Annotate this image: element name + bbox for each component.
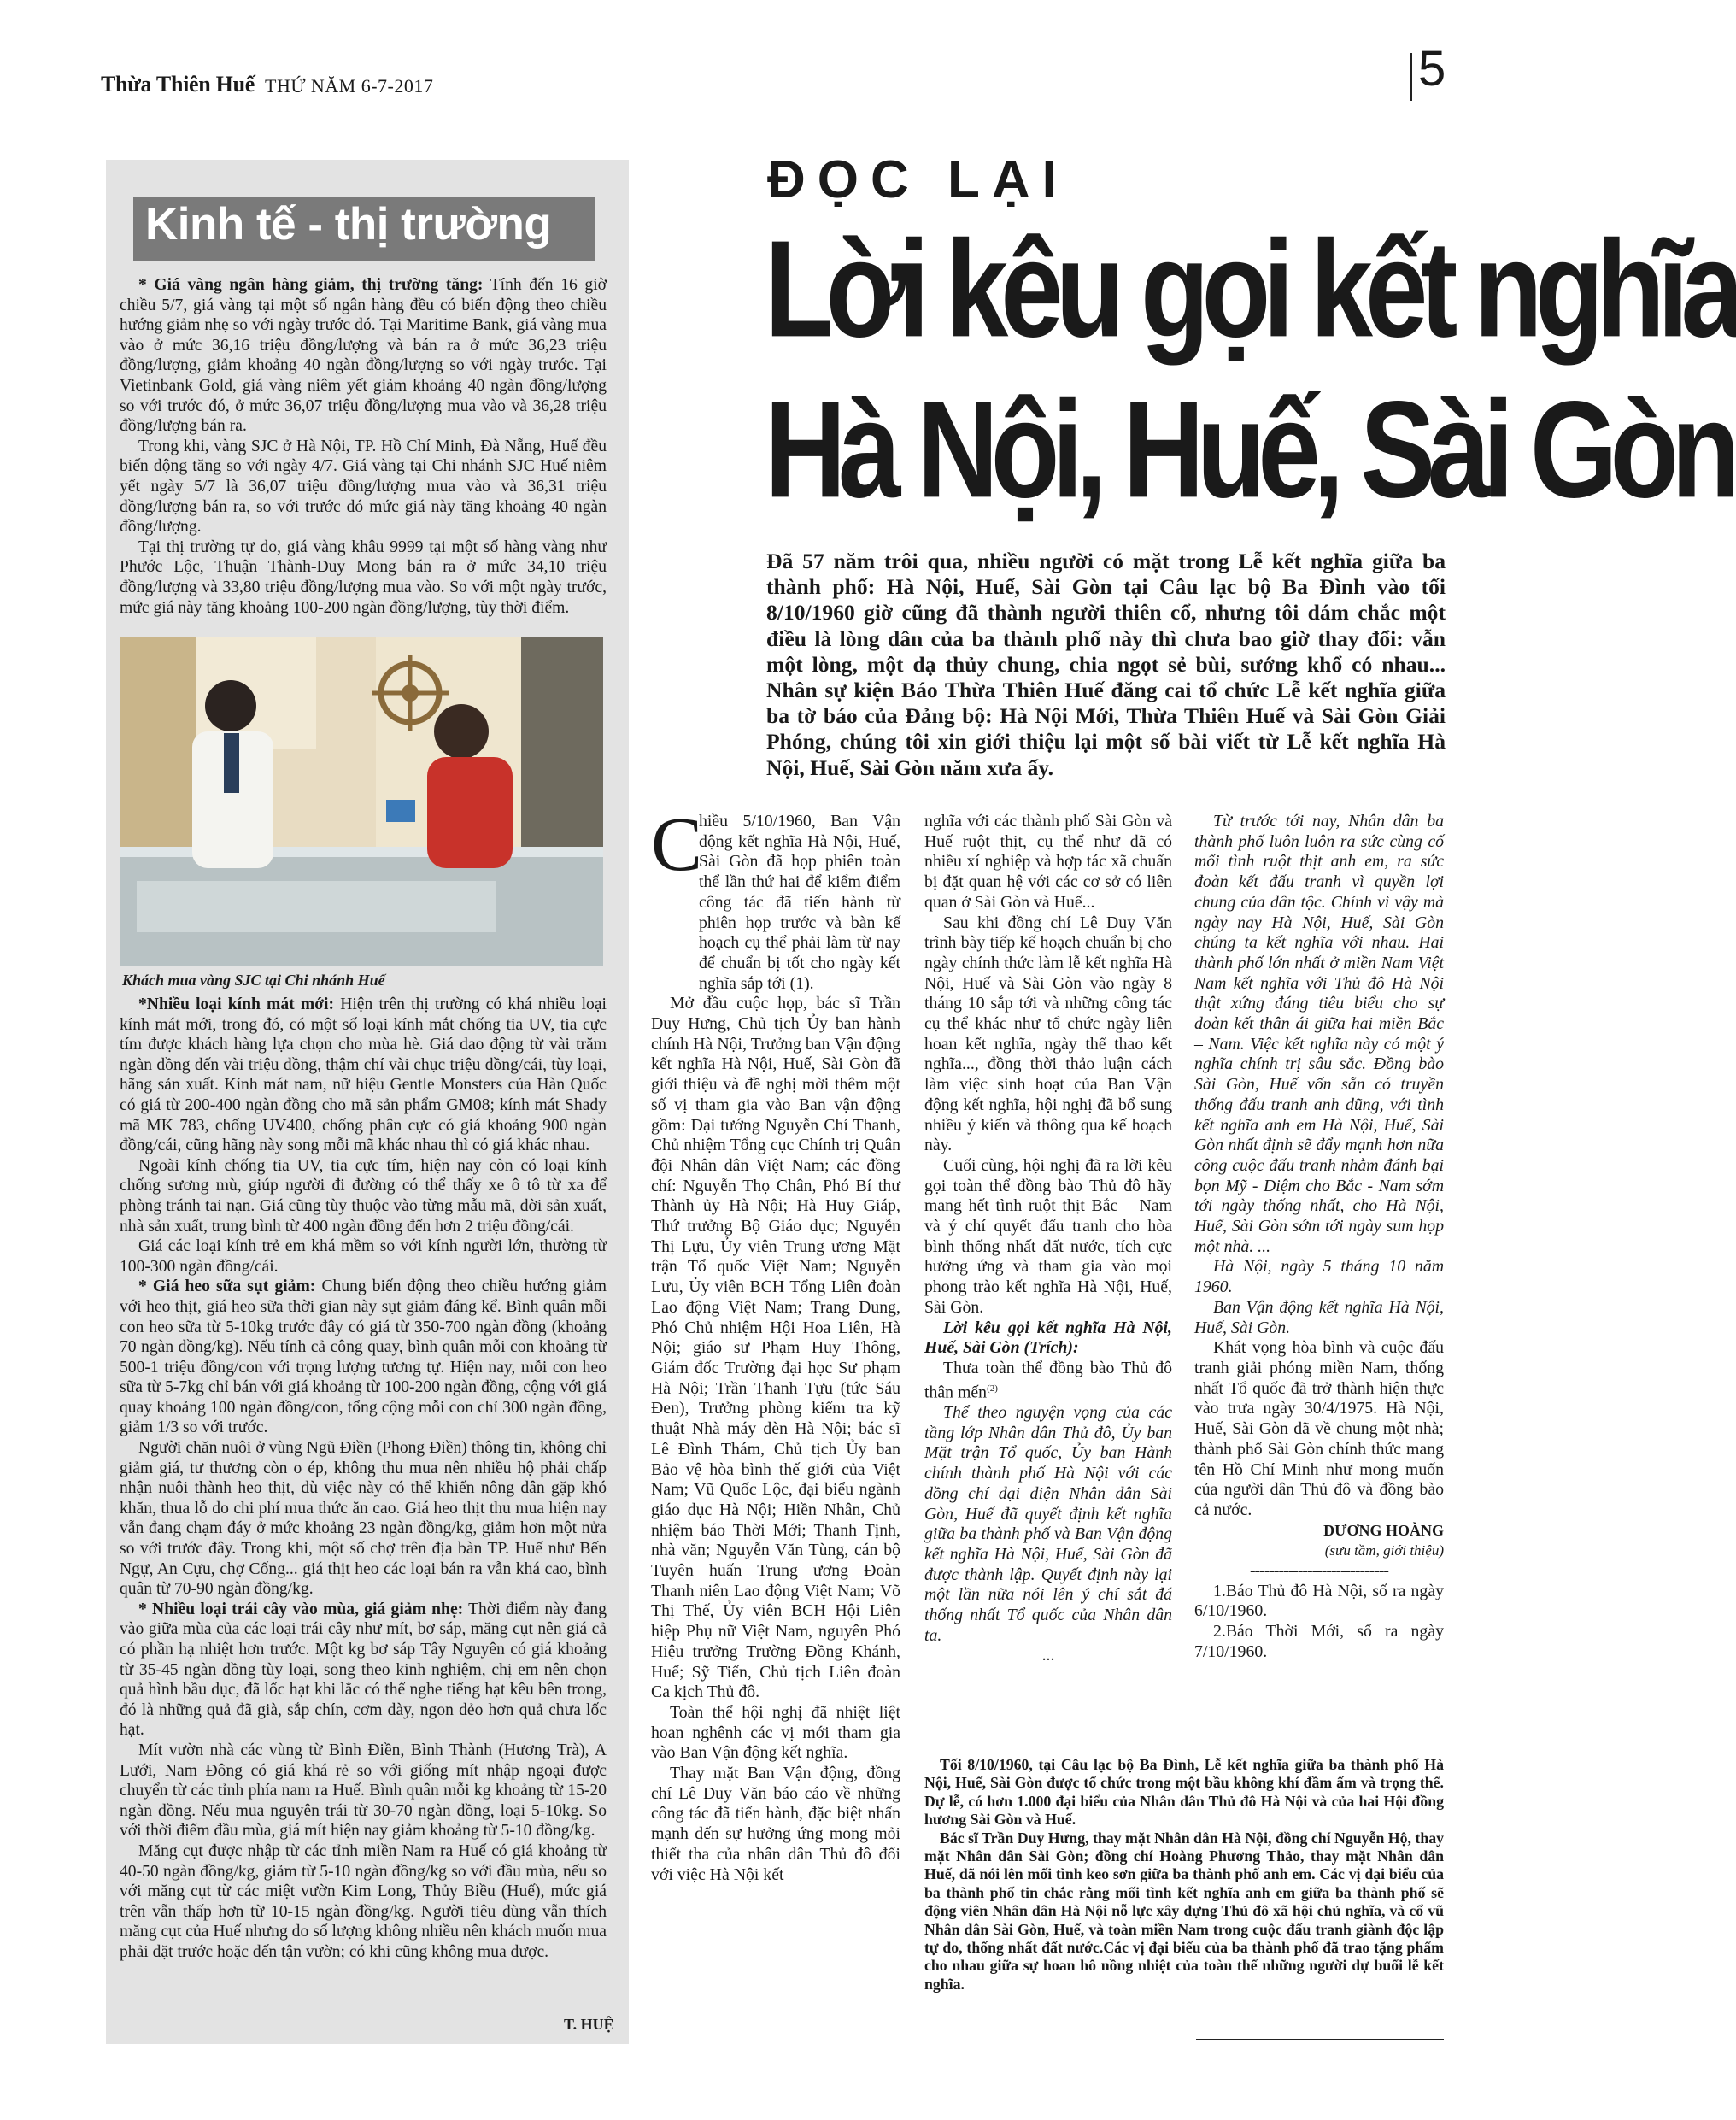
gold-shop-photo bbox=[120, 637, 603, 966]
box-paragraph: Bác sĩ Trần Duy Hưng, thay mặt Nhân dân Hà Nội, đồng chí Nguyễn Hộ, thay mặt Nhân dân Sài Gòn; đồng chí Hoàng Phương Thảo, thay mặt Nhân dân Huế, đã nói lên mối tình keo sơn giữa ba thành phố anh em. Các vị đại biểu của ba thành phố tin chắc rằng mối tình kết nghĩa anh em giữa ba thành phố sẽ động viên Nhân dân Hà Nội nỗ lực xây dựng Thủ đô xã hội chủ nghĩa, và cổ vũ Nhân dân Sài Gòn, Huế, và toàn miền Nam trong cuộc đấu tranh giành độc lập tự do, thống nhất đất nước.Các vị đại biểu của ba thành phố đã trao tặng phẩm cho nhau giữa sự hoan hô nồng nhiệt của toàn thể những người dự buổi lễ kết nghĩa. bbox=[924, 1829, 1444, 1993]
article-kicker: ĐỌC LẠI bbox=[767, 150, 1069, 209]
box-bottom-rule bbox=[1196, 2039, 1444, 2040]
issue-date: THỨ NĂM 6-7-2017 bbox=[265, 75, 434, 97]
article-column-2 bbox=[924, 812, 1172, 1666]
drop-cap: C bbox=[651, 802, 703, 887]
sidebar-paragraph: Ngoài kính chống tia UV, tia cực tím, hiện nay còn có loại kính chống sương mù, giúp người đi đường có thể thấy xe ô tô từ xa để phòng tránh tai nạn. Giá cũng tùy thuộc vào từng mẫu mã, đời sản xuất, nhà sản xuất, trung bình từ 400 ngàn đồng đến hơn 2 triệu đồng/cái. bbox=[120, 1156, 607, 1236]
sidebar-paragraph: Tại thị trường tự do, giá vàng khâu 9999 tại một số hàng vàng như Phước Lộc, Thuận Thành-Duy Mong bán ra ở mức 34,10 triệu đồng/lượng và 33,80 triệu đồng/lượng mua vào. So với một ngày trước, mức giá này tăng khoảng 100-200 ngàn đồng/lượng, tùy thời điểm. bbox=[120, 537, 607, 617]
footnote-divider: ----------------------------- bbox=[1249, 1561, 1389, 1581]
appeal-address: Thưa toàn thể đồng bào Thủ đô thân mến$^{(2)}$ bbox=[924, 1358, 1172, 1402]
article-author-note: (sưu tầm, giới thiệu) bbox=[1324, 1542, 1444, 1559]
sidebar-paragraph: * Nhiều loại trái cây vào mùa, giá giảm nhẹ: Thời điểm này đang vào giữa mùa của các loại trái cây như mít, bơ sáp, măng cụt nên giá cả có phần hạ nhiệt hơn trước. Một kg bơ sáp Tây Nguyên có giá khoảng từ 35-45 ngàn đồng tùy loại, song theo kinh nghiệm, chị em nên chọn quả hình bầu dục, đã lốc hạt khi lắc có thể nghe tiếng hạt kêu bên trong, đó là những quả đã già, sắp chín, cơm dày, ngon dẻo hơn quả chưa lốc hạt. bbox=[120, 1600, 607, 1740]
sidebar-paragraph: * Giá heo sữa sụt giảm: Chung biến động theo chiều hướng giảm với heo thịt, giá heo sữa thời gian này sụt giảm đáng kể. Bình quân mỗi con heo sữa từ 5-10kg trước đây có giá từ 350-700 ngàn đồng (khoảng 70 ngàn đồng/kg). Nếu tính cả công quay, bình quân mỗi con khoảng từ 500-1 triệu đồng/con với trọng lượng tương tự. Hiện nay, mỗi con heo sữa từ 5-7kg chỉ bán với giá khoảng từ 100-200 ngàn đồng, cộng với giá quay khoảng 100 ngàn đồng/con, tổng cộng mỗi con chỉ 300 ngàn đồng, giảm 1/3 so với trước. bbox=[120, 1277, 607, 1437]
appeal-subhead: Lời kêu gọi kết nghĩa Hà Nội, Huế, Sài Gòn (Trích): bbox=[924, 1318, 1172, 1358]
page-number: 5 bbox=[1418, 41, 1446, 97]
appeal-ellipsis: ... bbox=[1041, 1646, 1055, 1665]
sidebar-paragraph: * Giá vàng ngân hàng giảm, thị trường tăng: Tính đến 16 giờ chiều 5/7, giá vàng tại một số ngân hàng đều có biến động theo chiều hướng giảm nhẹ so với ngày trước đó. Tại Maritime Bank, giá vàng mua vào ở mức 36,16 triệu đồng/lượng và bán ra ở mức 36,23 triệu đồng/lượng, giảm khoảng 40 ngàn đồng/lượng so với ngày trước. Tại Vietinbank Gold, giá vàng niêm yết giảm khoảng 40 ngàn đồng/lượng so với trước đó, ở mức 36,07 triệu đồng/lượng mua vào và 36,28 triệu đồng/lượng bán ra. bbox=[120, 276, 607, 436]
article-column-3 bbox=[1194, 812, 1444, 1663]
sidebar-paragraph: Trong khi, vàng SJC ở Hà Nội, TP. Hồ Chí Minh, Đà Nẵng, Huế đều biến động tăng so với ngày 4/7. Giá vàng tại Chi nhánh SJC Huế niêm yết ngày 5/7 là 36,07 triệu đồng/lượng mua vào và 36,31 triệu đồng/lượng bán ra, so với trước đó mức giá này tăng khoảng 40 ngàn đồng/lượng. bbox=[120, 437, 607, 537]
sidebar-paragraph: Mít vườn nhà các vùng từ Bình Điền, Bình Thành (Hương Trà), A Lưới, Nam Đông có giá khá rẻ so với giống mít nhập ngoại được chuyển từ các tỉnh phía nam ra Huế. Bình quân mỗi kg khoảng từ 15-20 ngàn đồng. Nếu mua nguyên trái từ 30-70 ngàn đồng, loại 5-10kg. So với thời điểm đầu mùa, giá mít hiện nay giảm khoảng từ 5-10 đồng/kg. bbox=[120, 1741, 607, 1841]
article-column-1 bbox=[651, 812, 900, 1885]
article-paragraph: hiều 5/10/1960, Ban Vận động kết nghĩa Hà Nội, Huế, Sài Gòn đã họp phiên toàn thể lần thứ hai để kiểm điểm công tác đã tiến hành từ phiên họp trước và bàn kế hoạch cụ thể phải làm từ nay để chuẩn bị tốt cho ngày kết nghĩa sắp tới (1). bbox=[699, 812, 900, 993]
footnote: 2.Báo Thời Mới, số ra ngày 7/10/1960. bbox=[1194, 1622, 1444, 1661]
photo-caption: Khách mua vàng SJC tại Chi nhánh Huế bbox=[122, 972, 385, 989]
sidebar-title: Kinh tế - thị trường bbox=[145, 199, 552, 250]
sidebar-gold-news bbox=[120, 275, 607, 618]
article-paragraph: Khát vọng hòa bình và cuộc đấu tranh giải phóng miền Nam, thống nhất Tổ quốc đã trở thành hiện thực vào trưa ngày 30/4/1975. Hà Nội, Huế, Sài Gòn đã về chung một nhà; thành phố Sài Gòn chính thức mang tên Hồ Chí Minh như mong muốn của người dân Thủ đô và đồng bào cả nước. bbox=[1194, 1338, 1444, 1519]
headline-line-1: Lời kêu gọi kết nghĩa bbox=[765, 212, 1736, 366]
sidebar-market-news bbox=[120, 995, 607, 1963]
appeal-signoff: Ban Vận động kết nghĩa Hà Nội, Huế, Sài Gòn. bbox=[1194, 1297, 1444, 1337]
article-paragraph: Sau khi đồng chí Lê Duy Văn trình bày tiếp kế hoạch chuẩn bị cho ngày chính thức làm lễ kết nghĩa Hà Nội, Huế và Sài Gòn vào ngày 8 tháng 10 sắp tới và những công tác cụ thể khác như tổ chức ngày liên hoan kết nghĩa, ngày thể thao kết nghĩa..., đồng thời thảo luận cách làm việc sinh hoạt của Ban Vận động kết nghĩa, hội nghị đã bổ sung nhiều ý kiến và thông qua kế hoạch này. bbox=[924, 913, 1172, 1155]
footnote: 1.Báo Thủ đô Hà Nội, số ra ngày 6/10/1960. bbox=[1194, 1581, 1444, 1621]
sidebar-paragraph: Người chăn nuôi ở vùng Ngũ Điền (Phong Điền) thông tin, không chỉ giảm giá, tư thương còn o ép, không thu mua nên nhiều hộ phải chấp nhận nuôi thành heo thịt, dù việc này có thể khiến nông dân gặp khó khăn, thua lỗ do chi phí mua thức ăn cao. Giá heo thịt thu mua hiện nay vẫn đang chạm đáy ở mức khoảng 23 ngàn đồng/kg, giảm hơn một nửa so với trước đây. Trong khi, một số chợ trên địa bàn TP. Huế như Bến Ngự, An Cựu, chợ Cống... giá thịt heo các loại bán ra vẫn khá cao, bình quân từ 70-90 ngàn đồng/kg. bbox=[120, 1439, 607, 1599]
sidebar-paragraph: Măng cụt được nhập từ các tỉnh miền Nam ra Huế có giá khoảng từ 40-50 ngàn đồng/kg, giảm từ 5-10 ngàn đồng/kg so với đầu mùa, nếu so với măng cụt từ các miệt vườn Kim Long, Thủy Biều (Huế), mức giá trên vẫn thấp hơn từ 10-15 ngàn đồng/kg. Người tiêu dùng vẫn thích măng cụt của Huế nhưng do số lượng không nhiều nên khách muốn mua phải đặt trước hoặc đến tận vườn; có khi cũng không mua được. bbox=[120, 1841, 607, 1961]
headline-line-2: Hà Nội, Huế, Sài Gòn bbox=[765, 373, 1733, 526]
appeal-dateline: Hà Nội, ngày 5 tháng 10 năm 1960. bbox=[1194, 1257, 1444, 1297]
article-paragraph: nghĩa với các thành phố Sài Gòn và Huế ruột thịt, cụ thể như đã có nhiều xí nghiệp và hợp tác xã chuẩn bị đặt quan hệ với các cơ sở có liên quan ở Sài Gòn và Huế... bbox=[924, 812, 1172, 912]
article-paragraph: Toàn thể hội nghị đã nhiệt liệt hoan nghênh các vị mới tham gia vào Ban Vận động kết nghĩa. bbox=[651, 1702, 900, 1763]
sidebar-paragraph: *Nhiều loại kính mát mới: Hiện trên thị trường có khá nhiều loại kính mát mới, trong đó, có một số loại kính mắt chống tia UV, tia cực tím được khách hàng lựa chọn cho mùa hè. Giá dao động từ vài trăm ngàn đồng đến vài triệu đồng, thậm chí vài chục triệu đồng/cái, tùy loại, hãng sản xuất. Kính mát nam, nữ hiệu Gentle Monsters của Hàn Quốc có giá từ 200-400 ngàn đồng cho mã sản phẩm GM08; kính mát Shady mã MK 783, chống UV400, chống phân cực có giá khoảng 900 ngàn đồng/cái, cũng hãng này song mỗi mã khác nhau thì có giá khác nhau. bbox=[120, 995, 607, 1155]
appeal-text-continued: Từ trước tới nay, Nhân dân ba thành phố luôn luôn ra sức cùng cố mối tình ruột thịt anh em, ra sức đoàn kết đấu tranh vì quyền lợi chung của dân tộc. Chính vì vậy mà ngày nay Hà Nội, Huế, Sài Gòn chúng ta kết nghĩa với nhau. Hai thành phố lớn nhất ở miền Nam Việt Nam kết nghĩa với Thủ đô Hà Nội thật xứng đáng tiêu biểu cho sự đoàn kết thân ái giữa hai miền Bắc – Nam. Việc kết nghĩa này có một ý nghĩa chính trị sâu sắc. Đồng bào Sài Gòn, Huế vốn sẵn có truyền thống đấu tranh anh dũng, với tình kết nghĩa anh em Hà Nội, Huế, Sài Gòn nhất định sẽ đẩy mạnh hơn nữa công cuộc đấu tranh nhằm đánh bại bọn Mỹ - Diệm cho Bắc - Nam sớm tới ngày thống nhất, cho Hà Nội, Huế, Sài Gòn sớm tới ngày sum họp một nhà. ... bbox=[1194, 812, 1444, 1256]
sidebar-author: T. HUỆ bbox=[564, 2016, 614, 2033]
newspaper-name: Thừa Thiên Huế bbox=[101, 72, 255, 97]
header-divider bbox=[1410, 53, 1412, 101]
article-paragraph: Cuối cùng, hội nghị đã ra lời kêu gọi toàn thể đồng bào Thủ đô hãy mang hết tình ruột thịt Bắc – Nam và ý chí quyết đấu tranh cho hòa bình thống nhất đất nước, tích cực hưởng ứng và tham gia vào mọi phong trào kết nghĩa Hà Nội, Huế, Sài Gòn. bbox=[924, 1155, 1172, 1317]
appeal-text: Thể theo nguyện vọng của các tầng lớp Nhân dân Thủ đô, Ủy ban Mặt trận Tổ quốc, Ủy ban Hành chính thành phố Hà Nội với các đồng chí đại diện Nhân dân Sài Gòn, Huế đã quyết định kết nghĩa giữa ba thành phố và Ban Vận động kết nghĩa Hà Nội, Huế, Sài Gòn đã được thành lập. Quyết định này lại một lần nữa nói lên ý chí sắt đá thống nhất Tổ quốc của Nhân dân ta. bbox=[924, 1402, 1172, 1645]
sidebar-paragraph: Giá các loại kính trẻ em khá mềm so với kính người lớn, thường từ 100-300 ngàn đồng/cái. bbox=[120, 1237, 607, 1276]
article-lede: Đã 57 năm trôi qua, nhiều người có mặt trong Lễ kết nghĩa giữa ba thành phố: Hà Nội, Huế, Sài Gòn tại Câu lạc bộ Ba Đình vào tối 8/10/1960 giờ cũng đã thành người thiên cổ, nhưng tôi dám chắc một điều là lòng dân của ba thành phố này thì chưa bao giờ thay đổi: vẫn một lòng, một dạ thủy chung, chia ngọt sẻ bùi, sướng khổ có nhau... Nhân sự kiện Báo Thừa Thiên Huế đăng cai tổ chức Lễ kết nghĩa giữa ba tờ báo của Đảng bộ: Hà Nội Mới, Thừa Thiên Huế và Sài Gòn Giải Phóng, chúng tôi xin giới thiệu lại một số bài viết từ Lễ kết nghĩa Hà Nội, Huế, Sài Gòn năm xưa ấy. bbox=[766, 549, 1446, 780]
article-author: DƯƠNG HOÀNG bbox=[1323, 1521, 1444, 1539]
ceremony-box bbox=[924, 1756, 1444, 1994]
article-paragraph: Thay mặt Ban Vận động, đồng chí Lê Duy Văn báo cáo về những công tác đã tiến hành, đặc biệt nhấn mạnh đến sự hưởng ứng mong mỏi thiết tha của nhân dân Thủ đô đối với việc Hà Nội kết bbox=[651, 1764, 900, 1884]
box-paragraph: Tối 8/10/1960, tại Câu lạc bộ Ba Đình, Lễ kết nghĩa giữa ba thành phố Hà Nội, Huế, Sài Gòn được tổ chức trong một bầu không khí đầm ấm và trọng thể. Dự lễ, có hơn 1.000 đại biểu của Nhân dân Thủ đô Hà Nội và của hai Hội đồng hương Sài Gòn và Huế. bbox=[924, 1756, 1444, 1829]
article-paragraph: Mở đầu cuộc họp, bác sĩ Trần Duy Hưng, Chủ tịch Ủy ban hành chính Hà Nội, Trưởng ban Vận động kết nghĩa Hà Nội, Huế, Sài Gòn đã giới thiệu và đề nghị mời thêm một số vị tham gia vào Ban vận động gồm: Đại tướng Nguyễn Chí Thanh, Chủ nhiệm Tổng cục Chính trị Quân đội Nhân dân Việt Nam; các đồng chí: Nguyễn Thọ Chân, Phó Bí thư Thành ủy Hà Nội; Hà Huy Giáp, Thứ trưởng Bộ Giáo dục; Nguyễn Thị Lựu, Ủy viên Trung ương Mặt trận Tổ quốc Việt Nam; Nguyễn Lưu, Ủy viên BCH Tổng Liên đoàn Lao động Việt Nam; Trang Dung, Phó Chủ nhiệm Hội Hoa Liên, Hà Nội; giáo sư Phạm Huy Thông, Giám đốc Trường đại học Sư phạm Hà Nội; Trần Thanh Tựu (tức Sáu Đen), Trưởng phòng kiểm tra kỹ thuật Nhà máy đèn Hà Nội; bác sĩ Lê Đình Thám, Chủ tịch Ủy ban Bảo vệ hòa bình thế giới của Việt Nam; Vũ Quốc Lộc, đại biểu ngành giáo dục Hà Nội; Hiền Nhân, Chủ nhiệm báo Thời Mới; Thanh Tịnh, nhà văn; Nguyễn Văn Tùng, cán bộ Tuyên huấn Trung ương Đoàn Thanh niên Lao động Việt Nam; Võ Thị Thế, Ủy viên BCH Hội Liên hiệp Phụ nữ Việt Nam, nguyên Phó Hiệu trưởng Trường Đồng Khánh, Huế; Sỹ Tiến, Chủ tịch Liên đoàn Ca kịch Thủ đô. bbox=[651, 994, 900, 1702]
